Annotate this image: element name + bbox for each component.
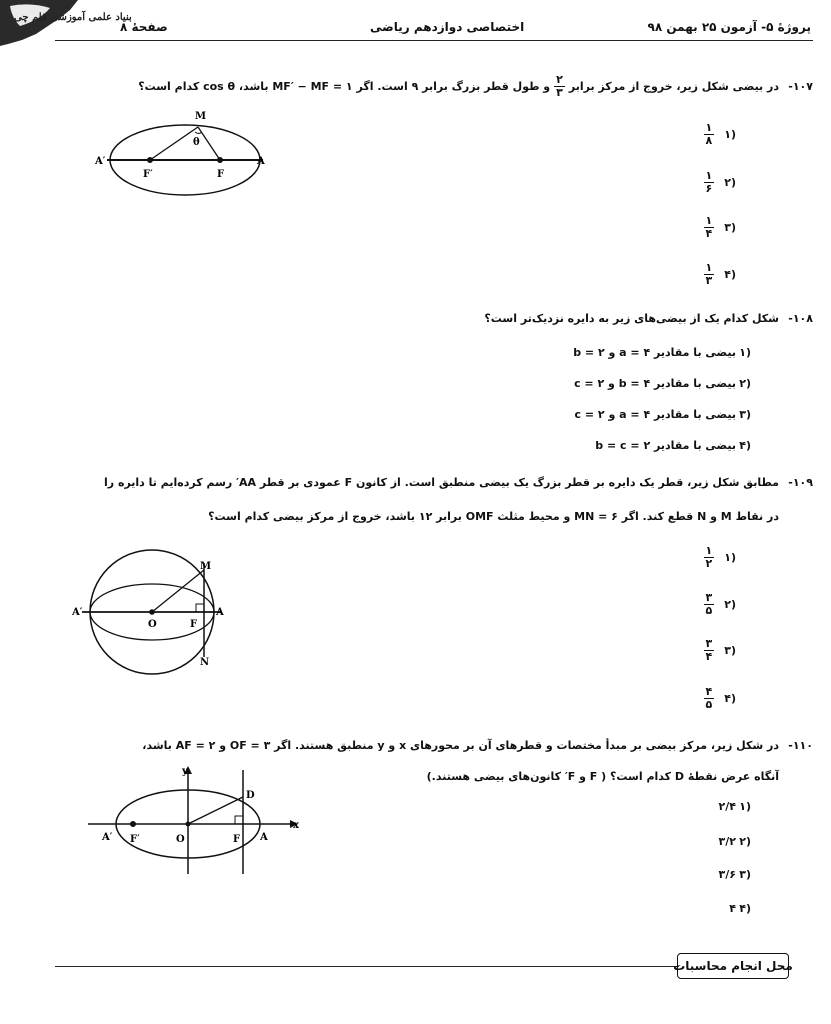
svg-text:A′: A′ xyxy=(72,607,83,618)
question-number: -۱۰۷ xyxy=(788,80,813,93)
option-2[interactable]: ۳/۲ xyxy=(718,835,736,848)
option-number: ۳) xyxy=(739,408,751,421)
figure-110-ellipse-axes xyxy=(88,762,303,877)
option-1[interactable]: ۲/۴ xyxy=(718,800,736,813)
svg-text:O: O xyxy=(148,619,157,630)
figure-107-ellipse xyxy=(95,105,275,200)
option-number: ۲) xyxy=(739,377,751,390)
svg-text:F: F xyxy=(233,834,241,845)
option-number: ۱) xyxy=(739,346,751,359)
question-107-text: در بیضی شکل زیر، خروج از مرکز برابر $\frac{۲}{۳}$ و طول قطر بزرگ برابر ۹ است. اگر MF′ − MF = ۱ باشد، cos θ کدام است؟ xyxy=(138,73,779,99)
question-109-line2: در نقاط M و N قطع کند. اگر MN = ۶ و محیط مثلث OMF برابر ۱۲ باشد، خروج از مرکز بیضی کدام است؟ xyxy=(208,510,779,523)
option-4[interactable]: $\frac{۴}{۵}$ ۴) xyxy=(705,685,736,711)
option-number: ۴) xyxy=(739,439,751,452)
calc-divider xyxy=(55,966,679,967)
svg-text:M: M xyxy=(195,111,207,122)
svg-text:F: F xyxy=(190,619,198,630)
svg-text:A′: A′ xyxy=(95,156,106,167)
option-3[interactable]: $\frac{۳}{۴}$ ۳) xyxy=(705,637,736,663)
option-4[interactable]: بیضی با مقادیر b = c = ۲ xyxy=(595,439,736,452)
page-number: صفحهٔ ۸ xyxy=(120,20,168,34)
figure-109-circle-ellipse xyxy=(70,545,235,685)
fraction: $\frac{۲}{۳}$ xyxy=(556,73,563,99)
svg-text:F′: F′ xyxy=(130,834,140,845)
question-number: -۱۰۹ xyxy=(788,476,813,489)
option-number: ۲) xyxy=(739,835,751,848)
question-110-line1: در شکل زیر، مرکز بیضی بر مبدأ مختصات و قطرهای آن بر محورهای x و y منطبق هستند. اگر OF = ۳ و AF = ۲ باشد، xyxy=(142,739,779,752)
question-109-line1: مطابق شکل زیر، قطر یک دایره بر قطر بزرگ یک بیضی منطبق است. از کانون F عمودی بر قطر AA′ رسم کرده‌ایم تا دایره را xyxy=(104,476,779,489)
course-title: اختصاصی دوازدهم ریاضی xyxy=(370,20,525,34)
svg-text:A: A xyxy=(260,832,268,843)
svg-text:F′: F′ xyxy=(143,169,153,180)
svg-text:y: y xyxy=(182,766,188,777)
option-1[interactable]: $\frac{۱}{۲}$ ۱) xyxy=(705,544,736,570)
svg-text:A: A xyxy=(216,607,224,618)
option-1[interactable]: $\frac{۱}{۸}$ ۱) xyxy=(705,121,736,147)
option-3[interactable]: بیضی با مقادیر a = ۴ و c = ۲ xyxy=(574,408,736,421)
header-divider xyxy=(55,40,813,41)
svg-text:x: x xyxy=(293,820,299,831)
option-number: ۴) xyxy=(739,902,751,915)
svg-text:O: O xyxy=(176,834,185,845)
svg-text:A: A xyxy=(257,156,265,167)
svg-text:A′: A′ xyxy=(102,832,113,843)
scratch-area-label: محل انجام محاسبات xyxy=(677,953,789,979)
option-4[interactable]: $\frac{۱}{۳}$ ۴) xyxy=(705,261,736,287)
svg-text:بنیاد علمی آموزشی قلم چی: بنیاد علمی آموزشی قلم چی xyxy=(14,12,132,23)
option-2[interactable]: بیضی با مقادیر b = ۴ و c = ۲ xyxy=(574,377,736,390)
svg-text:θ: θ xyxy=(193,137,200,148)
question-110-line2: آنگاه عرض نقطهٔ D کدام است؟ ( F و F′ کانون‌های بیضی هستند.) xyxy=(426,770,779,783)
option-3[interactable]: ۳/۶ xyxy=(718,868,736,881)
question-number: -۱۰۸ xyxy=(788,312,813,325)
option-2[interactable]: $\frac{۳}{۵}$ ۲) xyxy=(705,591,736,617)
option-number: ۱) xyxy=(739,800,751,813)
exam-title: پروژهٔ ۵- آزمون ۲۵ بهمن ۹۸ xyxy=(647,20,811,34)
option-2[interactable]: $\frac{۱}{۶}$ ۲) xyxy=(705,169,736,195)
option-4[interactable]: ۴ xyxy=(729,902,736,915)
option-3[interactable]: $\frac{۱}{۴}$ ۳) xyxy=(705,214,736,240)
svg-text:D: D xyxy=(246,790,255,801)
svg-text:F: F xyxy=(217,169,225,180)
svg-text:M: M xyxy=(200,561,212,572)
option-number: ۳) xyxy=(739,868,751,881)
question-108-text: شکل کدام یک از بیضی‌های زیر به دایره نزدیک‌تر است؟ xyxy=(484,312,779,325)
svg-text:N: N xyxy=(200,657,210,668)
option-1[interactable]: بیضی با مقادیر a = ۴ و b = ۲ xyxy=(573,346,736,359)
question-number: -۱۱۰ xyxy=(788,739,813,752)
